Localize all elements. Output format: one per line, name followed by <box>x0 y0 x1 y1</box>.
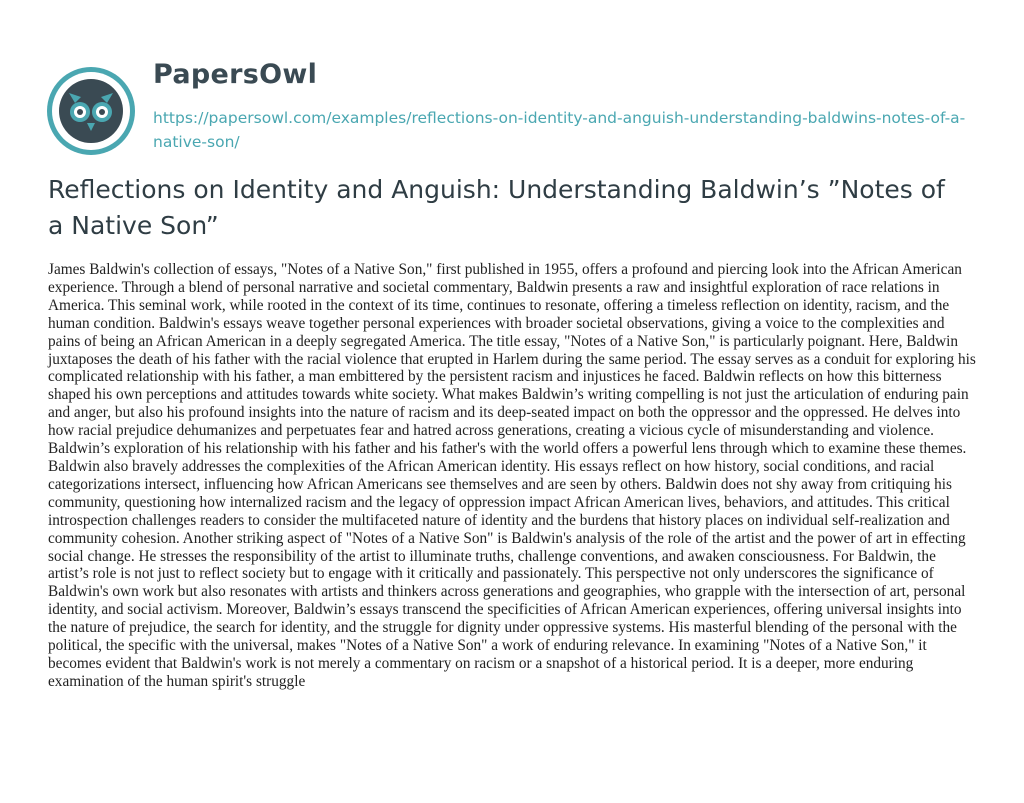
owl-logo-graphic <box>45 65 137 157</box>
source-url[interactable]: https://papersowl.com/examples/reflections-on-identity-and-anguish-understanding-baldwins-notes-of-a-native-son/ <box>153 109 966 151</box>
document-title: Reflections on Identity and Anguish: Understanding Baldwin’s ”Notes of a Native Son” <box>48 175 945 240</box>
document-body: James Baldwin's collection of essays, "Notes of a Native Son," first published in 1955, offers a profound and piercing look into the African American experience. Through a blend of personal narrative and societal commentary, Baldwin presents a raw and insightful exploration of race relations in America. This seminal work, while rooted in the context of its time, continues to resonate, offering a timeless reflection on identity, racism, and the human condition. Baldwin's essays weave together personal experiences with broader societal observations, giving a voice to the complexities and pains of being an African American in a deeply segregated America. The title essay, "Notes of a Native Son," is particularly poignant. Here, Baldwin juxtaposes the death of his father with the racial violence that erupted in Harlem during the same period. The essay serves as a conduit for exploring his complicated relationship with his father, a man embittered by the persistent racism and injustices he faced. Baldwin reflects on how this bitterness shaped his own perceptions and attitudes towards white society. What makes Baldwin’s writing compelling is not just the articulation of enduring pain and anger, but also his profound insights into the nature of racism and its deep-seated impact on both the oppressor and the oppressed. He delves into how racial prejudice dehumanizes and perpetuates fear and hatred across generations, creating a vicious cycle of misunderstanding and violence. Baldwin’s exploration of his relationship with his father and his father's with the world offers a powerful lens through which to examine these themes. Baldwin also bravely addresses the complexities of the African American identity. His essays reflect on how history, social conditions, and racial categorizations intersect, influencing how African Americans see themselves and are seen by others. Baldwin does not shy away from critiquing his community, questioning how internalized racism and the legacy of oppression impact African American lives, behaviors, and attitudes. This critical introspection challenges readers to consider the multifaceted nature of identity and the burdens that history places on individual self-realization and community cohesion. Another striking aspect of "Notes of a Native Son" is Baldwin's analysis of the role of the artist and the power of art in effecting social change. He stresses the responsibility of the artist to illuminate truths, challenge conventions, and awaken consciousness. For Baldwin, the artist’s role is not just to reflect society but to engage with it critically and passionately. This perspective not only underscores the significance of Baldwin's own work but also resonates with artists and thinkers across generations and geographies, who grapple with the intersection of art, personal identity, and social activism. Moreover, Baldwin’s essays transcend the specificities of African American experiences, offering universal insights into the nature of prejudice, the search for identity, and the struggle for dignity under oppressive systems. His masterful blending of the personal with the political, the specific with the universal, makes "Notes of a Native Son" a work of enduring relevance. In examining "Notes of a Native Son," it becomes evident that Baldwin's work is not merely a commentary on racism or a snapshot of a historical period. It is a deeper, more enduring examination of the human spirit's struggle <box>48 261 976 690</box>
owl-logo-icon[interactable] <box>45 65 137 157</box>
site-header <box>40 40 1000 160</box>
brand-name[interactable]: PapersOwl <box>153 59 318 90</box>
